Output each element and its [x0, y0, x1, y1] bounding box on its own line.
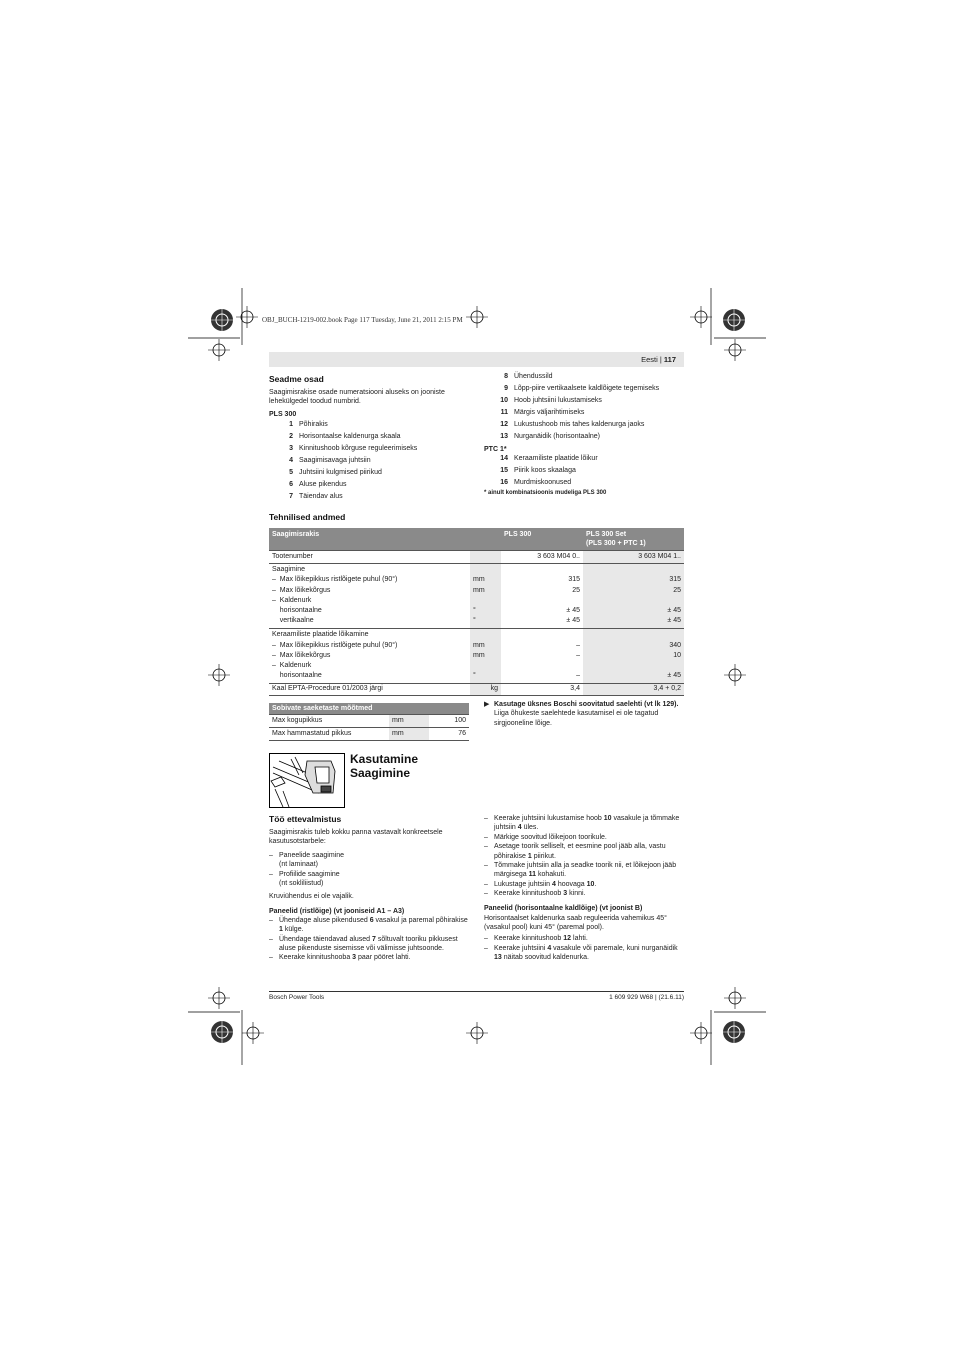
part-number: 10 [500, 397, 508, 404]
cell-line: – Kaldenurk [272, 662, 312, 670]
blades-row-unit: mm [389, 728, 429, 741]
part-number: 5 [289, 468, 293, 476]
cell-line: – Max lõikepikkus ristlõigete puhul (90°) [272, 576, 398, 584]
registration-mark-icon [720, 306, 748, 334]
parts-intro: Saagimisrakise osade numeratsiooni aluseks on jooniste lehekülgedel toodud numbrid. [269, 389, 445, 406]
cell-line [504, 630, 580, 640]
weight-v1: 3,4 [501, 684, 583, 695]
tech-row-v1: 3 603 M04 0.. [501, 551, 583, 564]
part-label: Põhirakis [299, 420, 328, 428]
cell-line: ± 45 [667, 672, 681, 680]
cell-line: 10 [673, 651, 681, 659]
part-label: Ühendussild [514, 373, 553, 380]
ptc-label: PTC 1* [484, 446, 507, 453]
list-item [269, 455, 469, 467]
cell-line: – Max lõikepikkus ristlõigete puhul (90°) [272, 641, 398, 649]
list-item [269, 491, 469, 503]
saw-illustration-icon [269, 753, 345, 808]
part-number: 3 [289, 444, 293, 452]
part-label: Aluse pikendus [299, 480, 347, 488]
list-item [484, 477, 684, 489]
part-label: Hoob juhtsiini lukustamiseks [514, 397, 602, 404]
part-number: 4 [289, 456, 293, 464]
blades-table [269, 703, 469, 741]
cell-line: – Max lõikekõrgus [272, 586, 331, 594]
part-number: 15 [500, 467, 508, 474]
cell-line: Keraamiliste plaatide lõikamine [272, 631, 369, 639]
page-header [269, 352, 684, 367]
ptc-list [484, 453, 684, 489]
part-number: 2 [289, 432, 293, 440]
list-item [484, 453, 684, 465]
part-label: Saagimisavaga juhtsiin [299, 456, 371, 464]
cell-line [504, 661, 580, 671]
cell-line: mm [473, 576, 485, 584]
list-item [484, 407, 684, 419]
blades-row-unit: mm [389, 715, 429, 728]
saw-units [470, 564, 501, 629]
crosshair-icon [466, 1022, 488, 1044]
cell-line: Saagimine [272, 566, 306, 574]
section-title-2: Saagimine [350, 766, 411, 780]
right-steps [484, 814, 684, 899]
saw-labels [269, 564, 470, 629]
blade-note-text: Liiga õhukeste saelehtede kasutamisel ei ole tagatud sirgjooneline lõige. [494, 710, 659, 727]
crosshair-icon [242, 1022, 264, 1044]
part-number: 7 [289, 492, 293, 500]
cell-line: ° [473, 672, 476, 680]
bevel-title: Paneelid (horisontaalne kaldlõige) (vt joonist B) [484, 904, 643, 912]
blades-row-label: Max hammastatud pikkus [269, 728, 389, 741]
part-label: Piirik koos skaalaga [514, 467, 576, 474]
crosshair-icon [236, 306, 258, 328]
part-number: 9 [504, 385, 508, 392]
registration-mark-icon [208, 306, 236, 334]
cell-line [586, 565, 681, 575]
cell-line [586, 630, 681, 640]
list-item: – Tõmmake juhtsiin alla ja seadke toorik nii, et lõikejoon jääb märgisega 11 kohakuti. [484, 861, 684, 880]
cell-line: ° [473, 617, 476, 625]
list-item: – Keerake juhtsiini lukustamise hoob 10 vasakule ja tõmmake juhtsiin 4 üles. [484, 814, 684, 833]
cell-line: – Max lõikekõrgus [272, 651, 331, 659]
part-label: Kinnitushoob kõrguse reguleerimiseks [299, 444, 418, 452]
screw-note: Kruviühendus ei ole vajalik. [269, 893, 354, 901]
list-item: – Profiilide saagimine (nt sokliliistud) [269, 870, 471, 889]
cell-line [586, 661, 681, 671]
list-item [269, 443, 469, 455]
list-item [269, 431, 469, 443]
cell-line: 25 [673, 586, 681, 594]
cell-line: – [576, 651, 580, 659]
part-label: Juhtsiini kulgmised piirikud [299, 468, 382, 476]
page-header-label: Eesti | 117 [641, 355, 676, 364]
list-item: – Asetage toorik selliselt, et eesmine pool jääb alla, vastu põhirakise 1 piirikut. [484, 842, 684, 861]
cell-line: ± 45 [667, 617, 681, 625]
part-label: Lõpp-piire vertikaalsete kaldlõigete tegemiseks [514, 385, 660, 392]
cell-line: ± 45 [566, 607, 580, 615]
parts-title: Seadme osad [269, 374, 324, 384]
crosshair-icon [208, 987, 230, 1009]
list-item [484, 395, 684, 407]
list-item: – Keerake kinnitushoob 12 lahti. [484, 934, 684, 943]
cell-line: 25 [572, 586, 580, 594]
cell-line [504, 565, 580, 575]
part-label: Täiendav alus [299, 492, 343, 500]
parts-section-2 [484, 371, 684, 496]
cell-line: vertikaalne [272, 617, 314, 625]
crosshair-icon [724, 987, 746, 1009]
blades-row-label: Max kogupikkus [269, 715, 389, 728]
prep-title: Töö ettevalmistus [269, 814, 342, 824]
bevel-steps [484, 934, 684, 962]
list-item: – Paneelide saagimine (nt laminaat) [269, 851, 471, 870]
tech-row-label: Tootenumber [269, 551, 470, 564]
prep-section-2 [484, 814, 684, 963]
tile-v2 [583, 629, 684, 684]
blades-title: Sobivate saeketaste mõõtmed [269, 703, 469, 715]
list-item [484, 431, 684, 443]
cell-line [586, 596, 681, 606]
cell-line [473, 596, 498, 606]
tech-row-v2: 3 603 M04 1.. [583, 551, 684, 564]
uses-list [269, 851, 471, 889]
saw-v1 [501, 564, 583, 629]
cell-line: 315 [669, 576, 681, 584]
arrow-icon: ▶ [484, 701, 490, 708]
footnote: * ainult kombinatsioonis mudeliga PLS 300 [484, 490, 607, 496]
cell-line: ± 45 [667, 607, 681, 615]
crosshair-icon [208, 664, 230, 686]
tech-title: Tehnilised andmed [269, 512, 346, 522]
cell-line: horisontaalne [272, 672, 322, 680]
language-label: Eesti [641, 355, 658, 364]
cell-line [473, 661, 498, 671]
list-item: – Märkige soovitud lõikejoon toorikule. [484, 833, 684, 842]
part-number: 12 [500, 421, 508, 428]
crosshair-icon [690, 1022, 712, 1044]
parts-list-2 [484, 371, 684, 443]
crosshair-icon [724, 339, 746, 361]
weight-unit: kg [470, 684, 501, 695]
list-item: – Keerake juhtsiini 4 vasakule või paremale, kuni nurganäidik 13 näitab soovitud kaldenurka. [484, 944, 684, 963]
parts-section [269, 374, 469, 503]
list-item [269, 467, 469, 479]
prep-section [269, 814, 471, 963]
cell-line: mm [473, 586, 485, 594]
footer-left: Bosch Power Tools [269, 994, 325, 1001]
section-title-1: Kasutamine [350, 752, 419, 766]
list-item [484, 383, 684, 395]
list-item: – Keerake kinnitushooba 3 paar pööret lahti. [269, 953, 471, 962]
tech-head-pls: PLS 300 [501, 528, 583, 551]
cell-line: 340 [669, 641, 681, 649]
cell-line: – [576, 672, 580, 680]
part-label: Märgis väljarihtimiseks [514, 409, 585, 416]
tech-table [269, 528, 684, 696]
part-number: 11 [500, 409, 508, 416]
part-number: 16 [500, 479, 508, 486]
list-item [269, 419, 469, 431]
cell-line: – Kaldenurk [272, 596, 312, 604]
cell-line [473, 565, 498, 575]
cell-line [504, 596, 580, 606]
list-item: – Lukustage juhtsiin 4 hoovaga 10. [484, 880, 684, 889]
panel-steps [269, 916, 471, 963]
cell-line: mm [473, 641, 485, 649]
tile-units [470, 629, 501, 684]
cell-line [473, 630, 498, 640]
parts-list [269, 419, 469, 503]
part-number: 14 [500, 455, 508, 462]
crosshair-icon [208, 339, 230, 361]
tile-labels [269, 629, 470, 684]
part-label: Lukustushoob mis tahes kaldenurga jaoks [514, 421, 645, 428]
weight-v2: 3,4 + 0,2 [583, 684, 684, 695]
list-item: – Ühendage täiendavad alused 7 sõltuvalt tooriku pikkusest aluse pikenduste sisemisse või välimisse juhtsoonde. [269, 935, 471, 954]
list-item [484, 419, 684, 431]
part-number: 13 [500, 433, 508, 440]
cell-line: ± 45 [566, 617, 580, 625]
prep-intro: Saagimisrakis tuleb kokku panna vastavalt konkreetsele kasutusotstarbele: [269, 829, 443, 846]
saw-v2 [583, 564, 684, 629]
page-number: 117 [663, 355, 676, 364]
tech-head-label: Saagimisrakis [269, 528, 470, 551]
cell-line: ° [473, 607, 476, 615]
part-label: Murdmiskoonused [514, 479, 572, 486]
part-number: 6 [289, 480, 293, 488]
cell-line: 315 [568, 576, 580, 584]
footer-right: 1 609 929 W68 | (21.6.11) [609, 994, 684, 1001]
cell-line: – [576, 641, 580, 649]
list-item: – Ühendage aluse pikendused 6 vasakul ja paremal põhirakise 1 külge. [269, 916, 471, 935]
cell-line: horisontaalne [272, 607, 322, 615]
part-label: Nurganäidik (horisontaalne) [514, 433, 600, 440]
part-number: 1 [289, 420, 293, 428]
list-item [484, 371, 684, 383]
registration-mark-icon [208, 1018, 236, 1046]
part-number: 8 [504, 373, 508, 380]
tile-v1 [501, 629, 583, 684]
bevel-intro: Horisontaalset kaldenurka saab reguleerida vahemikus 45° (vasakul pool) kuni 45° (paremal pool). [484, 914, 667, 932]
crosshair-icon [466, 306, 488, 328]
blade-note-bold: Kasutage üksnes Boschi soovitatud saelehti (vt lk 129). [494, 701, 679, 708]
pls-label: PLS 300 [269, 410, 297, 418]
section-title [350, 752, 418, 780]
weight-label: Kaal EPTA-Procedure 01/2003 järgi [269, 684, 470, 695]
list-item [484, 465, 684, 477]
crosshair-icon [690, 306, 712, 328]
registration-mark-icon [720, 1018, 748, 1046]
cell-line: mm [473, 651, 485, 659]
part-label: Keraamiliste plaatide lõikur [514, 455, 598, 462]
tech-head-set: PLS 300 Set (PLS 300 + PTC 1) [583, 528, 684, 551]
list-item [269, 479, 469, 491]
panel-title: Paneelid (ristlõige) (vt jooniseid A1 – A3) [269, 907, 405, 915]
blades-row-value: 76 [429, 728, 469, 741]
footer-rule [269, 991, 684, 992]
crosshair-icon [724, 664, 746, 686]
blades-row-value: 100 [429, 715, 469, 728]
blade-note [484, 700, 689, 728]
print-info: OBJ_BUCH-1219-002.book Page 117 Tuesday, June 21, 2011 2:15 PM [262, 316, 463, 324]
part-label: Horisontaalse kaldenurga skaala [299, 432, 401, 440]
list-item: – Keerake kinnitushoob 3 kinni. [484, 889, 684, 898]
